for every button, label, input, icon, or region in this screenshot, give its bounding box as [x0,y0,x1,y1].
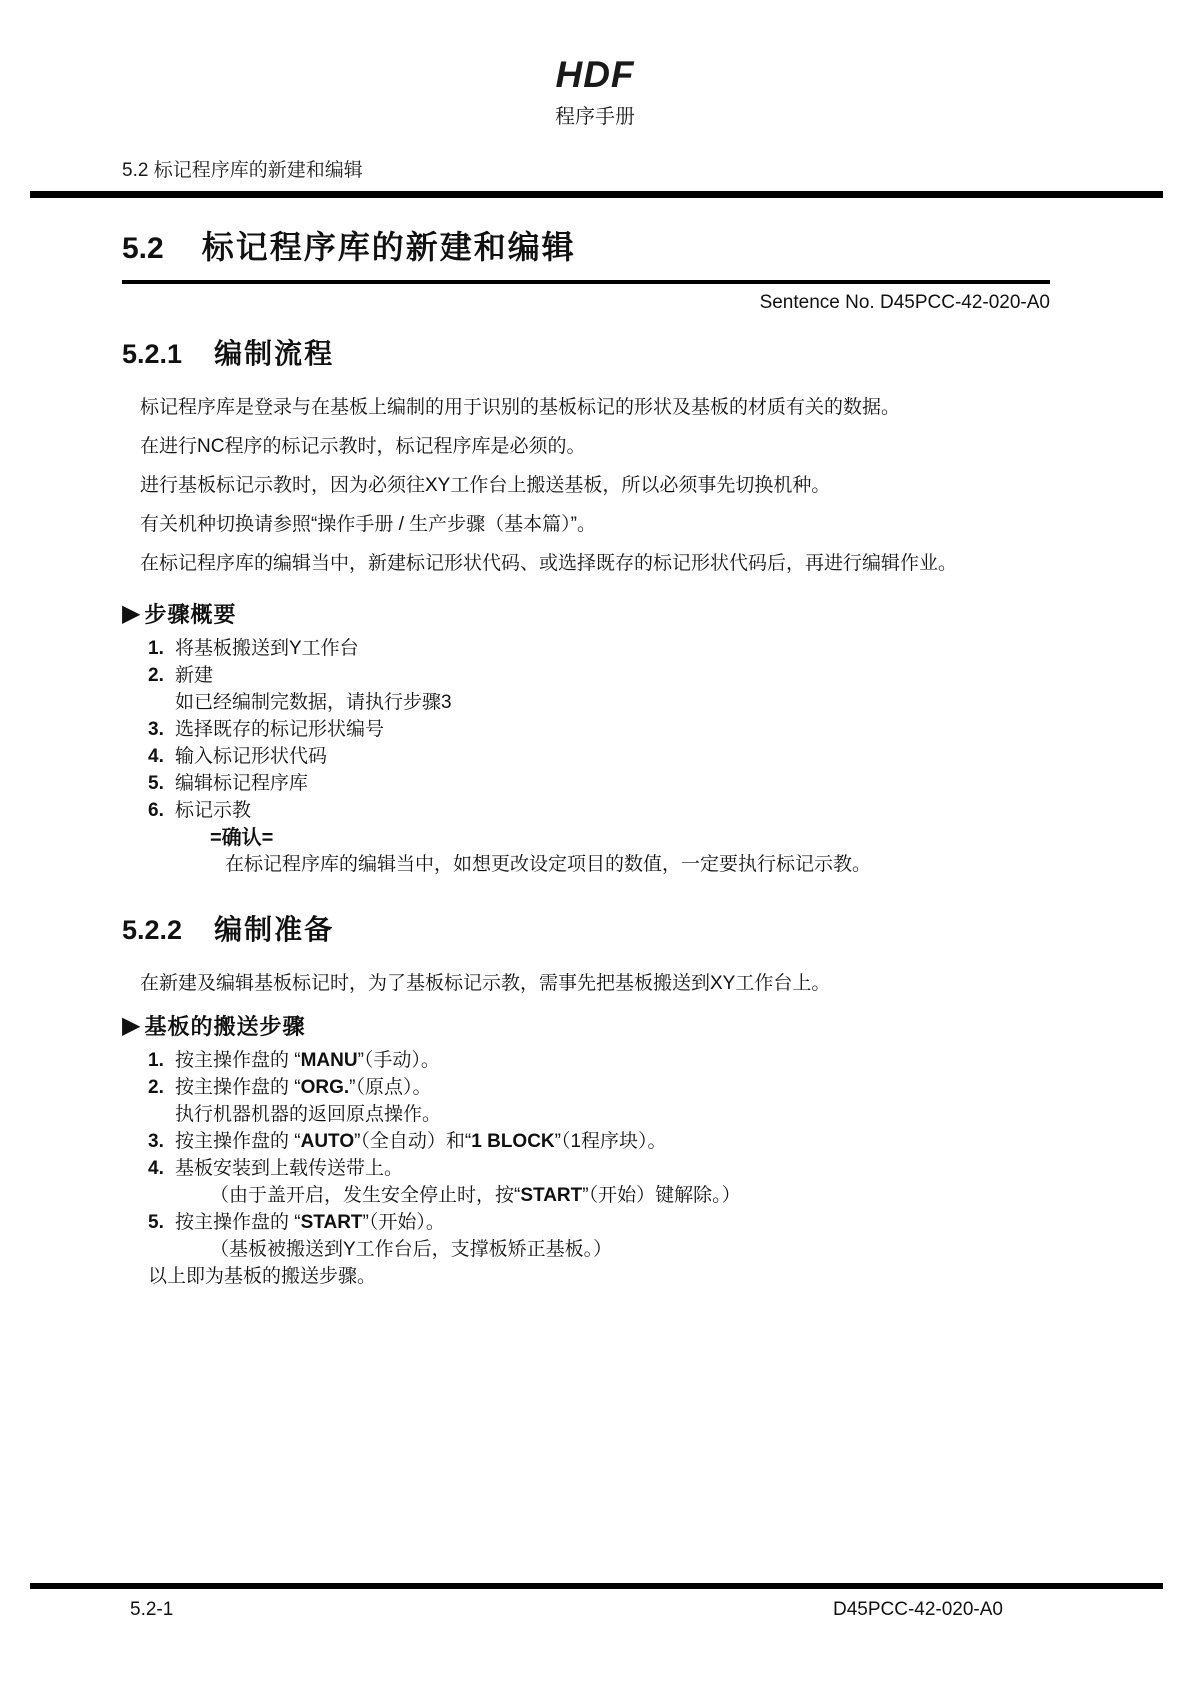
title-divider [122,280,1050,284]
list-item [148,1128,1190,1155]
paragraph: 进行基板标记示教时，因为必须往XY工作台上搬送基板，所以必须事先切换机种。 [140,475,831,496]
section-521-number: 5.2.1 [122,339,183,369]
header-divider [30,191,1163,198]
step-number: 2. [148,665,164,686]
list-item [148,797,1190,824]
step-number: 1. [148,638,164,659]
step-text: 将基板搬送到Y工作台 [175,638,359,659]
list-item [148,1155,1190,1182]
list-item [148,1209,1190,1236]
step-text: 按主操作盘的 “START”（开始）。 [175,1212,445,1233]
step-text: （由于盖开启，发生安全停止时，按“START”（开始）键解除。） [210,1185,741,1206]
chapter-title-text: 标记程序库的新建和编辑 [201,229,576,265]
step-text: 如已经编制完数据，请执行步骤3 [175,692,452,713]
list-item [148,635,1190,662]
manual-type-label: 程序手册 [555,106,635,128]
chapter-title [122,222,1190,268]
step-text: 执行机器机器的返回原点操作。 [175,1104,442,1125]
list-item [148,1047,1190,1074]
list-item [148,743,1190,770]
triangle-bullet-icon: ▶ [122,599,142,627]
list-item-note [148,1236,1190,1263]
list-item [148,770,1190,797]
step-number: 2. [148,1077,164,1098]
confirm-label: =确认= [210,827,274,849]
step-text: 按主操作盘的 “MANU”（手动）。 [175,1050,440,1071]
step-number: 6. [148,800,164,821]
step-number: 5. [148,773,164,794]
list-item-continuation [148,689,1190,716]
paragraph: 在标记程序库的编辑当中，新建标记形状代码、或选择既存的标记形状代码后，再进行编辑作业。 [140,553,958,574]
list-item [148,1074,1190,1101]
chapter-number: 5.2 [122,232,164,265]
transfer-heading-label: 基板的搬送步骤 [144,1014,306,1039]
step-text: 标记示教 [175,800,252,821]
section-521-heading [122,332,1190,372]
running-head: 5.2 标记程序库的新建和编辑 [122,160,363,181]
step-number: 3. [148,1131,164,1152]
section-521-title: 编制流程 [214,338,335,369]
hdf-logo: HDF [555,54,635,95]
step-number: 5. [148,1212,164,1233]
step-text: 按主操作盘的 “AUTO”（全自动）和“1 BLOCK”（1程序块）。 [175,1131,667,1152]
closing-line: 以上即为基板的搬送步骤。 [148,1266,377,1287]
transfer-heading [122,1010,1190,1041]
list-item-continuation [148,1101,1190,1128]
step-text: 选择既存的标记形状编号 [175,719,385,740]
footer-divider [30,1583,1163,1589]
step-text: 新建 [175,665,214,686]
step-number: 3. [148,719,164,740]
section-522-heading [122,908,1190,948]
sentence-number: Sentence No. D45PCC-42-020-A0 [759,292,1050,313]
page-footer [30,1583,1163,1621]
page-number: 5.2-1 [130,1599,174,1620]
step-text: 编辑标记程序库 [175,773,309,794]
brand-header [0,0,1190,129]
step-text: （基板被搬送到Y工作台后，支撑板矫正基板。） [210,1239,613,1260]
section-522-number: 5.2.2 [122,915,183,945]
paragraph: 标记程序库是登录与在基板上编制的用于识别的基板标记的形状及基板的材质有关的数据。 [140,397,901,418]
transfer-steps [148,1047,1190,1263]
paragraph: 有关机种切换请参照“操作手册 / 生产步骤（基本篇）”。 [140,514,596,535]
overview-heading [122,598,1190,629]
step-text: 输入标记形状代码 [175,746,328,767]
list-item [148,716,1190,743]
step-number: 1. [148,1050,164,1071]
overview-steps [148,635,1190,824]
paragraph: 在新建及编辑基板标记时，为了基板标记示教，需事先把基板搬送到XY工作台上。 [140,973,831,994]
triangle-bullet-icon: ▶ [122,1011,142,1039]
overview-heading-label: 步骤概要 [144,602,237,627]
section-522-title: 编制准备 [214,914,335,945]
document-number: D45PCC-42-020-A0 [832,1599,1003,1620]
step-text: 基板安装到上载传送带上。 [175,1158,404,1179]
confirm-text: 在标记程序库的编辑当中，如想更改设定项目的数值，一定要执行标记示教。 [225,854,872,875]
list-item [148,662,1190,689]
step-text: 按主操作盘的 “ORG.”（原点）。 [175,1077,432,1098]
list-item-note [148,1182,1190,1209]
step-number: 4. [148,1158,164,1179]
paragraph: 在进行NC程序的标记示教时，标记程序库是必须的。 [140,436,586,457]
step-number: 4. [148,746,164,767]
